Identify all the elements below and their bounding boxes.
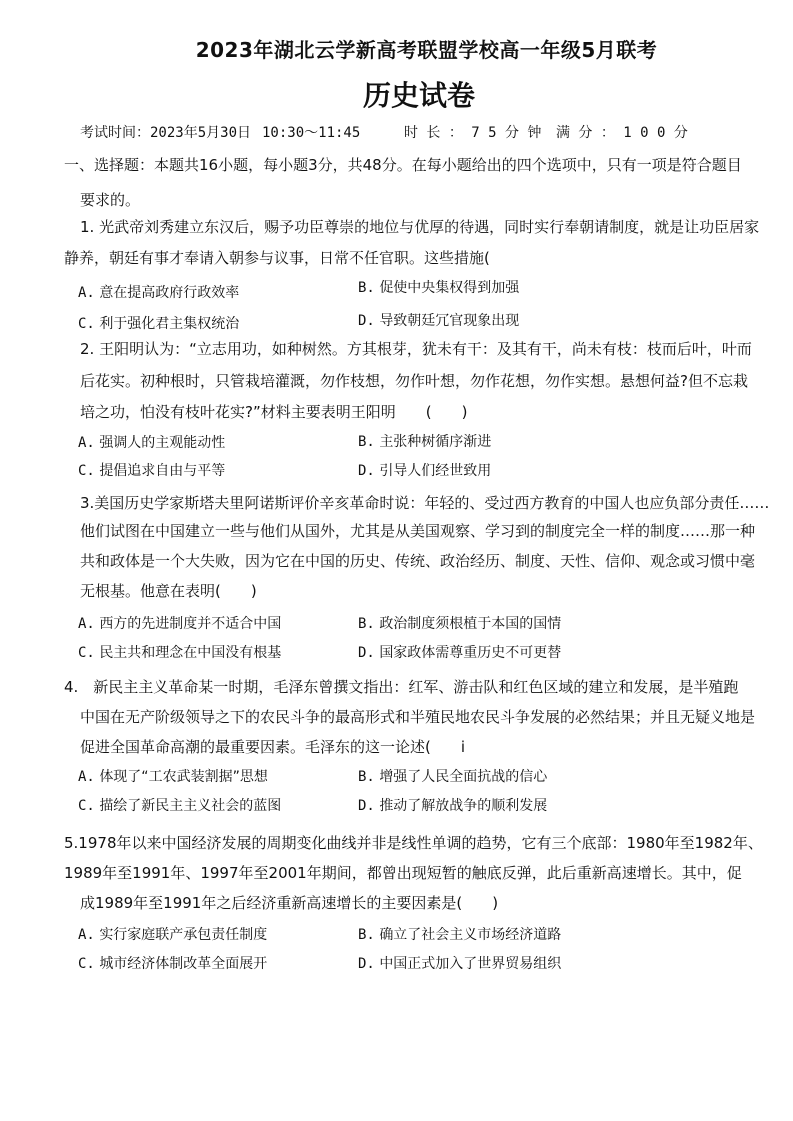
question-3-line: 无根基。他意在表明( ) [80,582,257,600]
q3-option-a[interactable]: A. 西方的先进制度并不适合中国 [78,616,282,632]
q1-option-c[interactable]: C. 利于强化君主集权统治 [78,316,240,332]
q2-option-a[interactable]: A. 强调人的主观能动性 [78,435,226,451]
subject-title: 历史试卷 [362,79,475,112]
question-4-line: 4. 新民主主义革命某一时期，毛泽东曾撰文指出：红军、游击队和红色区域的建立和发展，是半殖跑 [64,678,739,696]
q1-option-d[interactable]: D. 导致朝廷冗官现象出现 [358,313,520,329]
q4-option-b[interactable]: B. 增强了人民全面抗战的信心 [358,769,548,785]
question-4-line: 促进全国革命高潮的最重要因素。毛泽东的这一论述( i [80,738,466,756]
q5-option-b[interactable]: B. 确立了社会主义市场经济道路 [358,927,562,943]
q1-option-a[interactable]: A. 意在提高政府行政效率 [78,285,240,301]
question-2-line: 培之功，怕没有枝叶花实?”材料主要表明王阳明 ( ) [80,403,468,421]
q4-option-a[interactable]: A. 体现了“工农武装割据”思想 [78,769,268,785]
q1-option-b[interactable]: B. 促使中央集权得到加强 [358,280,520,296]
question-5-line: 成1989年至1991年之后经济重新高速增长的主要因素是( ) [80,894,499,912]
q2-option-c[interactable]: C. 提倡追求自由与平等 [78,463,226,479]
q5-option-c[interactable]: C. 城市经济体制改革全面展开 [78,956,268,972]
question-3-line: 他们试图在中国建立一些与他们从国外，尤其是从美国观察、学习到的制度完全一样的制度……那一种 [80,522,756,540]
question-4-line: 中国在无产阶级领导之下的农民斗争的最高形式和半殖民地农民斗争发展的必然结果；并且无疑义地是 [80,708,756,726]
question-3-line: 共和政体是一个大失败，因为它在中国的历史、传统、政治经历、制度、天性、信仰、观念或习惯中毫 [80,552,756,570]
question-1-line: 静养，朝廷有事才奉请入朝参与议事，日常不任官职。这些措施( [64,249,490,267]
q4-option-c[interactable]: C. 描绘了新民主主义社会的蓝图 [78,798,282,814]
exam-title: 2023年湖北云学新高考联盟学校高一年级5月联考 [195,38,658,62]
question-3-line: 3.美国历史学家斯塔夫里阿诺斯评价辛亥革命时说：年轻的、受过西方教育的中国人也应负部分责任…… [80,494,770,512]
q4-option-d[interactable]: D. 推动了解放战争的顺利发展 [358,798,548,814]
question-2-line: 后花实。初种根时，只管栽培灌溉，勿作枝想，勿作叶想，勿作花想，勿作实想。悬想何益?但不忘栽 [80,372,748,390]
section-instruction: 一、选择题：本题共16小题，每小题3分，共48分。在每小题给出的四个选项中，只有一项是符合题目 [64,156,742,174]
q5-option-a[interactable]: A. 实行家庭联产承包责任制度 [78,927,268,943]
question-5-line: 1989年至1991年、1997年至2001年期间，都曾出现短暂的触底反弹，此后重新高速增长。其中，促 [64,864,742,882]
q3-option-b[interactable]: B. 政治制度须根植于本国的国情 [358,616,562,632]
question-2-line: 2. 王阳明认为：“立志用功，如种树然。方其根芽，犹未有干：及其有干，尚未有枝：枝而后叶，叶而 [80,340,752,358]
exam-time-range: 10:30～11:45 [262,125,361,141]
q2-option-b[interactable]: B. 主张种树循序渐进 [358,434,492,450]
question-1-line: 1. 光武帝刘秀建立东汉后，赐予功臣尊崇的地位与优厚的待遇，同时实行奉朝请制度，就是让功臣居家 [80,218,760,236]
q3-option-d[interactable]: D. 国家政体需尊重历史不可更替 [358,645,562,661]
section-instruction-cont: 要求的。 [80,191,141,209]
exam-duration: 时 长 ： 7 5 分 钟 [404,125,542,141]
q2-option-d[interactable]: D. 引导人们经世致用 [358,463,492,479]
question-5-line: 5.1978年以来中国经济发展的周期变化曲线并非是线性单调的趋势，它有三个底部：1980年至1982年、 [64,834,763,852]
q3-option-c[interactable]: C. 民主共和理念在中国没有根基 [78,645,282,661]
exam-score: 满 分 ： 1 0 0 分 [556,125,688,141]
q5-option-d[interactable]: D. 中国正式加入了世界贸易组织 [358,956,562,972]
exam-time-label: 考试时间：2023年5月30日 [80,125,252,141]
